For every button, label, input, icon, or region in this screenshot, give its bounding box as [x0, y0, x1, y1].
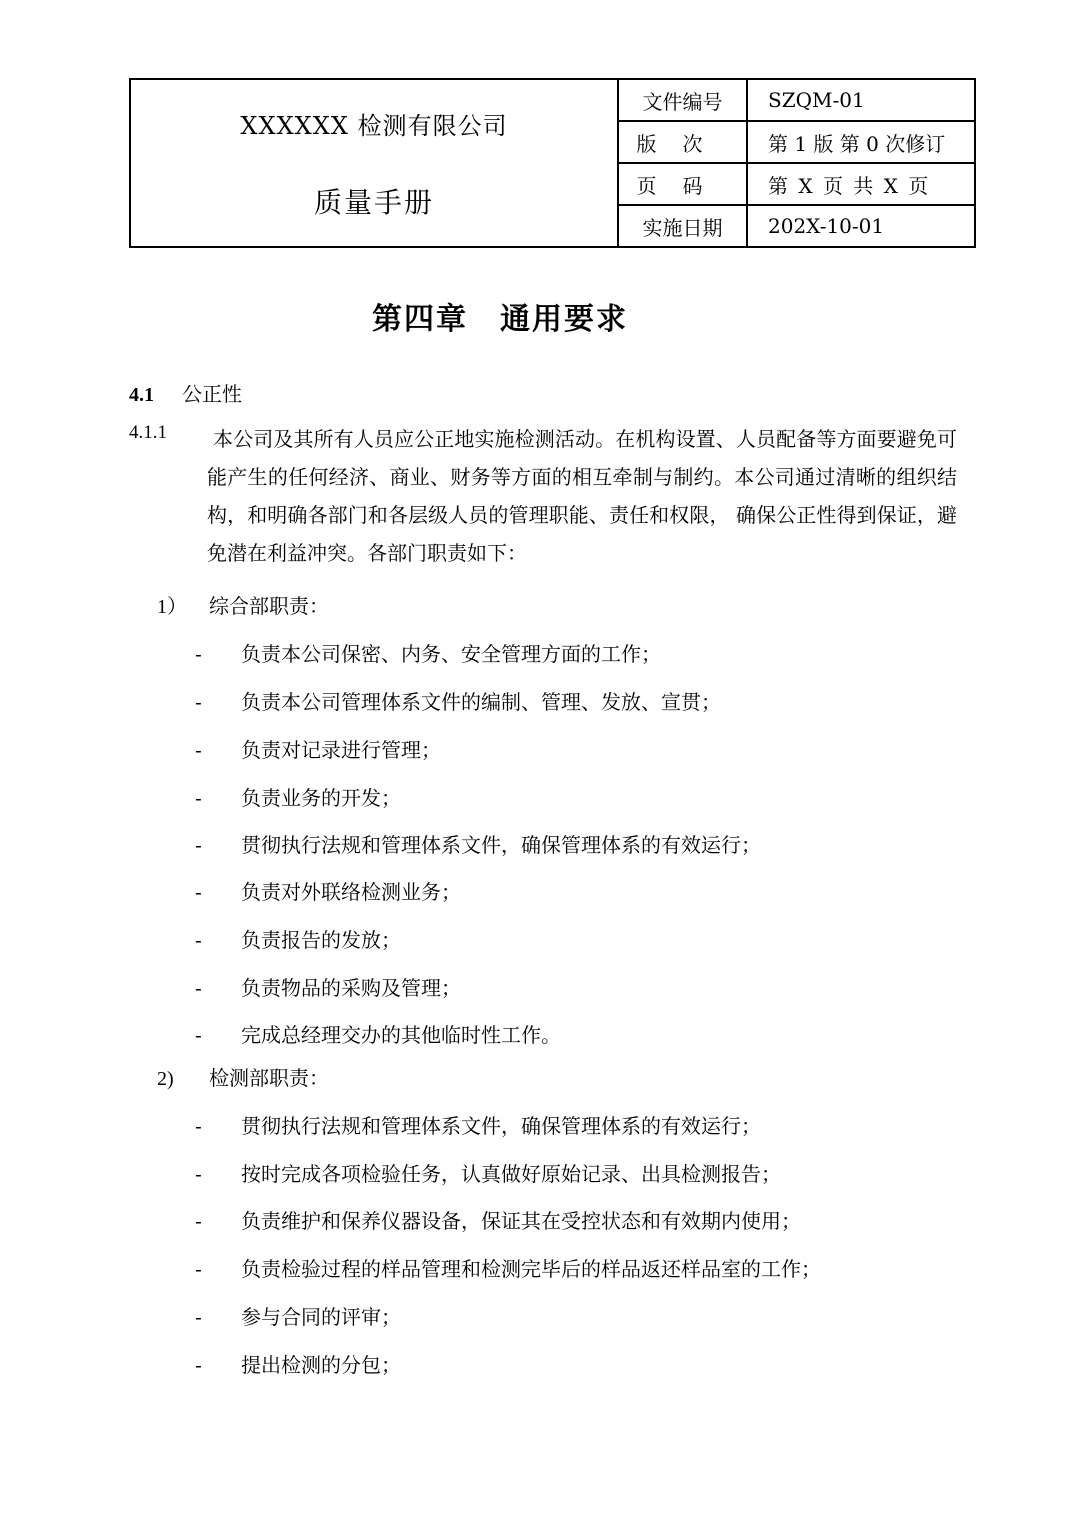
list-item: - 按时完成各项检验任务，认真做好原始记录、出具检测报告；	[195, 1162, 781, 1186]
page-value: 第 X 页 共 X 页	[747, 163, 975, 205]
section-heading	[129, 378, 242, 407]
edition-value: 第 1 版 第 0 次修订	[747, 121, 975, 163]
department-heading	[157, 590, 329, 619]
list-item: - 负责对外联络检测业务；	[195, 880, 461, 904]
list-item: - 负责本公司管理体系文件的编制、管理、发放、宣贯；	[195, 690, 721, 714]
document-header-table	[129, 78, 976, 248]
list-item: - 负责报告的发放；	[195, 928, 401, 952]
department-title: 综合部职责：	[209, 594, 329, 618]
department-title: 检测部职责：	[209, 1066, 329, 1090]
effective-date-value: 202X-10-01	[747, 205, 975, 247]
list-item: - 负责本公司保密、内务、安全管理方面的工作；	[195, 642, 661, 666]
list-item: - 负责对记录进行管理；	[195, 738, 441, 762]
page-label: 页码	[618, 163, 747, 205]
list-item: - 提出检测的分包；	[195, 1353, 401, 1377]
department-number: 2)	[157, 1068, 174, 1090]
list-item: - 负责检验过程的样品管理和检测完毕后的样品返还样品室的工作；	[195, 1257, 821, 1281]
edition-label: 版次	[618, 121, 747, 163]
chapter-number: 第四章	[372, 302, 468, 337]
manual-name: 质量手册	[313, 185, 434, 219]
doc-number-label: 文件编号	[618, 79, 747, 121]
list-item: - 负责业务的开发；	[195, 786, 401, 810]
list-item: - 完成总经理交办的其他临时性工作。	[195, 1023, 561, 1047]
list-item: - 负责物品的采购及管理；	[195, 976, 461, 1000]
chapter-name: 通用要求	[500, 302, 628, 337]
effective-date-label: 实施日期	[618, 205, 747, 247]
list-item: - 负责维护和保养仪器设备，保证其在受控状态和有效期内使用；	[195, 1209, 801, 1233]
chapter-title	[0, 294, 1000, 338]
list-item: - 参与合同的评审；	[195, 1305, 401, 1329]
list-item: - 贯彻执行法规和管理体系文件，确保管理体系的有效运行；	[195, 1114, 761, 1138]
department-heading	[157, 1062, 329, 1091]
department-number: 1）	[157, 596, 187, 618]
company-name: XXXXXX 检测有限公司	[240, 111, 508, 140]
section-number: 4.1	[129, 384, 154, 406]
clause-text: 本公司及其所有人员应公正地实施检测活动。在机构设置、人员配备等方面要避免可能产生的任何经济、商业、财务等方面的相互牵制与制约。本公司通过清晰的组织结构，和明确各部门和各层级人员的管理职能、责任和权限， 确保公正性得到保证，避免潜在利益冲突。各部门职责如下：	[207, 427, 957, 565]
doc-number-value: SZQM-01	[747, 79, 975, 121]
clause-number: 4.1.1	[129, 422, 167, 443]
list-item: - 贯彻执行法规和管理体系文件，确保管理体系的有效运行；	[195, 833, 761, 857]
company-cell	[130, 79, 618, 247]
section-title: 公正性	[182, 382, 242, 406]
